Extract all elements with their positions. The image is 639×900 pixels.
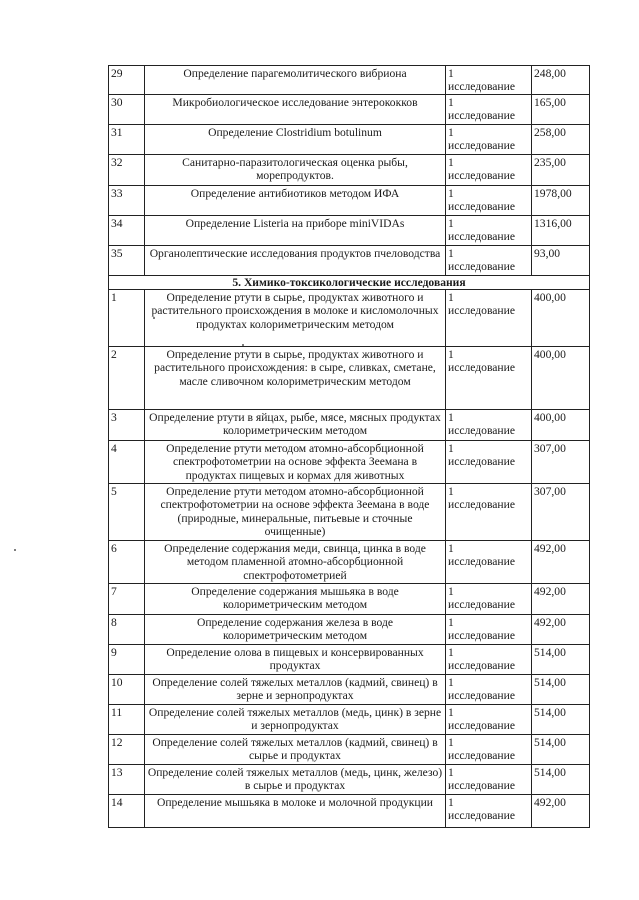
price: 400,00 [532, 290, 590, 347]
row-number: 1 [109, 290, 145, 347]
table-row [109, 675, 590, 705]
price: 492,00 [532, 584, 590, 615]
price: 492,00 [532, 795, 590, 828]
section-title: 5. Химико-токсикологические исследования [109, 276, 590, 290]
service-name: Определение содержания железа в воде колориметрическим методом [145, 615, 446, 645]
unit-cell [446, 347, 532, 410]
unit-label: исследование [448, 749, 515, 763]
table-row [109, 441, 590, 484]
service-name: Определение олова в пищевых и консервированных продуктах [145, 645, 446, 675]
service-name: Определение ртути в сырье, продуктах животного и растительного происхождения: в сыре, сливках, сметане, масле сливочном колориметрическим методом [145, 347, 446, 410]
price: 307,00 [532, 484, 590, 541]
unit-count: 1 [448, 411, 454, 424]
table-row [109, 735, 590, 765]
unit-cell [446, 765, 532, 795]
unit-cell [446, 216, 532, 246]
service-name: Определение мышьяка в молоке и молочной продукции [145, 795, 446, 828]
service-name: Определение ртути в сырье, продуктах животного и растительного происхождения в молоке и кисломолочных продуктах колориметрическим методом [145, 290, 446, 347]
table-row [109, 484, 590, 541]
table-row [109, 645, 590, 675]
unit-cell [446, 186, 532, 216]
price: 492,00 [532, 615, 590, 645]
row-number: 7 [109, 584, 145, 615]
unit-label: исследование [448, 230, 515, 244]
row-number: 9 [109, 645, 145, 675]
price: 514,00 [532, 735, 590, 765]
unit-cell [446, 66, 532, 95]
service-name: Санитарно-паразитологическая оценка рыбы, морепродуктов. [145, 155, 446, 186]
unit-label: исследование [448, 361, 515, 375]
table-row [109, 290, 590, 347]
price: 514,00 [532, 765, 590, 795]
unit-count: 1 [448, 187, 454, 200]
row-number: 5 [109, 484, 145, 541]
unit-cell [446, 675, 532, 705]
price: 235,00 [532, 155, 590, 186]
row-number: 13 [109, 765, 145, 795]
unit-label: исследование [448, 304, 515, 318]
unit-count: 1 [448, 96, 454, 109]
table-row [109, 246, 590, 276]
price: 514,00 [532, 705, 590, 735]
service-name: Определение солей тяжелых металлов (медь, цинк) в зерне и зернопродуктах [145, 705, 446, 735]
unit-cell [446, 705, 532, 735]
table-row [109, 765, 590, 795]
unit-label: исследование [448, 779, 515, 793]
service-name: Определение ртути методом атомно-абсорбционной спектрофотометрии на основе эффекта Зеемана в продуктах пищевых и кормах для животных [145, 441, 446, 484]
unit-cell [446, 95, 532, 125]
price: 1978,00 [532, 186, 590, 216]
unit-label: исследование [448, 260, 515, 274]
table-row [109, 155, 590, 186]
scan-speck [153, 317, 155, 319]
unit-label: исследование [448, 109, 515, 123]
table-row [109, 705, 590, 735]
service-name: Определение солей тяжелых металлов (медь, цинк, железо) в сырье и продуктах [145, 765, 446, 795]
unit-label: исследование [448, 659, 515, 673]
row-number: 8 [109, 615, 145, 645]
price: 93,00 [532, 246, 590, 276]
unit-cell [446, 410, 532, 441]
row-number: 35 [109, 246, 145, 276]
unit-label: исследование [448, 689, 515, 703]
service-name: Определение Clostridium botulinum [145, 125, 446, 155]
row-number: 32 [109, 155, 145, 186]
price: 514,00 [532, 645, 590, 675]
service-name: Определение ртути методом атомно-абсорбционной спектрофотометрии на основе эффекта Зеемана в воде (природные, минеральные, питьевые и сточные очищенные) [145, 484, 446, 541]
unit-cell [446, 484, 532, 541]
price: 307,00 [532, 441, 590, 484]
unit-label: исследование [448, 455, 515, 469]
unit-label: исследование [448, 80, 515, 94]
unit-count: 1 [448, 156, 454, 169]
row-number: 10 [109, 675, 145, 705]
row-number: 3 [109, 410, 145, 441]
unit-cell [446, 125, 532, 155]
unit-count: 1 [448, 542, 454, 555]
row-number: 12 [109, 735, 145, 765]
scan-speck [14, 549, 16, 551]
service-name: Определение ртути в яйцах, рыбе, мясе, мясных продуктах колориметрическим методом [145, 410, 446, 441]
service-name: Органолептические исследования продуктов пчеловодства [145, 246, 446, 276]
unit-cell [446, 290, 532, 347]
price: 165,00 [532, 95, 590, 125]
price-table-body [109, 66, 590, 828]
price: 400,00 [532, 347, 590, 410]
unit-label: исследование [448, 200, 515, 214]
unit-count: 1 [448, 736, 454, 749]
unit-count: 1 [448, 126, 454, 139]
unit-count: 1 [448, 646, 454, 659]
table-row [109, 125, 590, 155]
unit-label: исследование [448, 424, 515, 438]
unit-count: 1 [448, 616, 454, 629]
scan-speck [242, 344, 244, 346]
table-row [109, 795, 590, 828]
unit-cell [446, 441, 532, 484]
unit-label: исследование [448, 598, 515, 612]
table-row [109, 66, 590, 95]
table-row [109, 347, 590, 410]
unit-label: исследование [448, 139, 515, 153]
row-number: 34 [109, 216, 145, 246]
unit-count: 1 [448, 796, 454, 809]
row-number: 11 [109, 705, 145, 735]
table-row [109, 95, 590, 125]
unit-cell [446, 795, 532, 828]
unit-label: исследование [448, 809, 515, 823]
service-name: Определение содержания меди, свинца, цинка в воде методом пламенной атомно-абсорбционной спектрофотометрией [145, 541, 446, 584]
unit-count: 1 [448, 291, 454, 304]
unit-cell [446, 584, 532, 615]
service-name: Определение Listeria на приборе miniVIDAs [145, 216, 446, 246]
row-number: 6 [109, 541, 145, 584]
service-name: Определение антибиотиков методом ИФА [145, 186, 446, 216]
row-number: 29 [109, 66, 145, 95]
price: 514,00 [532, 675, 590, 705]
service-name: Микробиологическое исследование энтерококков [145, 95, 446, 125]
unit-label: исследование [448, 498, 515, 512]
unit-cell [446, 246, 532, 276]
service-name: Определение парагемолитического вибриона [145, 66, 446, 95]
row-number: 31 [109, 125, 145, 155]
unit-cell [446, 615, 532, 645]
unit-count: 1 [448, 766, 454, 779]
section-header-row [109, 276, 590, 290]
table-row [109, 541, 590, 584]
unit-count: 1 [448, 442, 454, 455]
unit-label: исследование [448, 629, 515, 643]
service-name: Определение солей тяжелых металлов (кадмий, свинец) в зерне и зернопродуктах [145, 675, 446, 705]
unit-label: исследование [448, 169, 515, 183]
unit-count: 1 [448, 247, 454, 260]
service-name: Определение солей тяжелых металлов (кадмий, свинец) в сырье и продуктах [145, 735, 446, 765]
unit-cell [446, 645, 532, 675]
price: 492,00 [532, 541, 590, 584]
table-row [109, 615, 590, 645]
unit-count: 1 [448, 348, 454, 361]
unit-label: исследование [448, 555, 515, 569]
unit-label: исследование [448, 719, 515, 733]
row-number: 33 [109, 186, 145, 216]
price: 258,00 [532, 125, 590, 155]
price: 1316,00 [532, 216, 590, 246]
service-name: Определение содержания мышьяка в воде колориметрическим методом [145, 584, 446, 615]
price-table [108, 65, 590, 828]
unit-count: 1 [448, 485, 454, 498]
row-number: 2 [109, 347, 145, 410]
unit-cell [446, 735, 532, 765]
unit-count: 1 [448, 585, 454, 598]
price: 400,00 [532, 410, 590, 441]
table-row [109, 216, 590, 246]
row-number: 14 [109, 795, 145, 828]
unit-count: 1 [448, 676, 454, 689]
table-row [109, 584, 590, 615]
table-row [109, 186, 590, 216]
row-number: 30 [109, 95, 145, 125]
unit-cell [446, 155, 532, 186]
unit-count: 1 [448, 217, 454, 230]
price: 248,00 [532, 66, 590, 95]
row-number: 4 [109, 441, 145, 484]
unit-cell [446, 541, 532, 584]
unit-count: 1 [448, 706, 454, 719]
table-row [109, 410, 590, 441]
unit-count: 1 [448, 67, 454, 80]
